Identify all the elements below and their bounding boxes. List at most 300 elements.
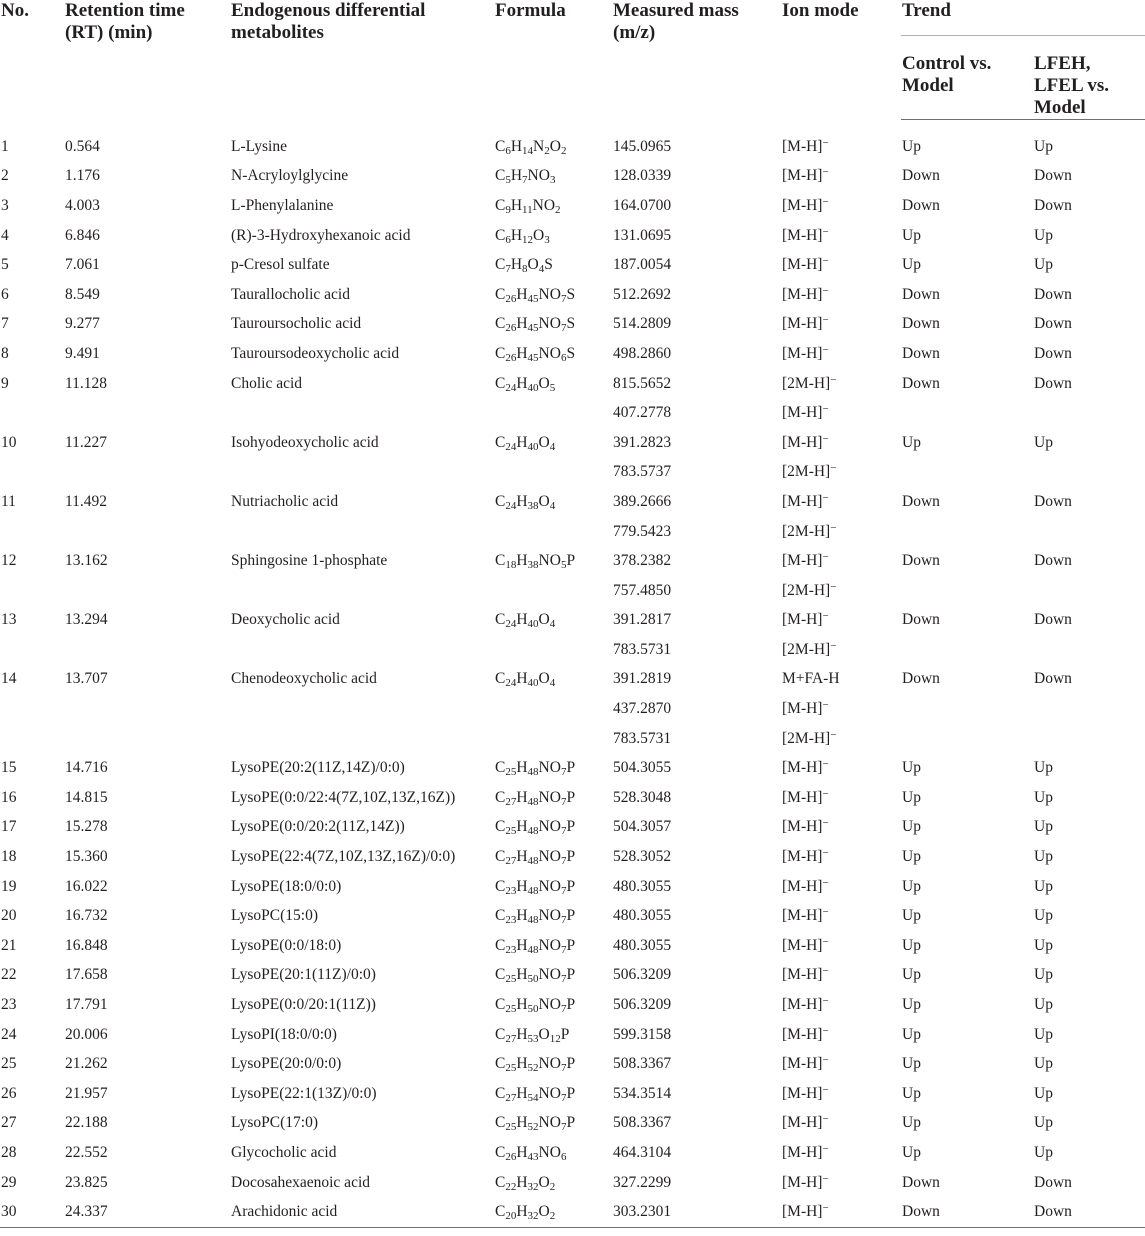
cell-measured-mass: 504.3055 [613,759,672,777]
formula-subscript: 2 [560,144,567,157]
cell-trend-control: Down [902,1173,940,1191]
cell-measured-mass: 783.5737 [613,463,672,481]
cell-ion-mode: [M-H]− [782,255,829,274]
table-row [0,694,1145,724]
cell-retention-time: 15.360 [65,848,108,866]
cell-formula: $C_{25}H_{52}NO_7P$ [495,1114,576,1134]
formula-subscript: 48 [527,825,539,838]
cell-measured-mass: 783.5731 [613,729,672,747]
cell-retention-time: 16.022 [65,877,108,895]
cell-retention-time [64,458,230,488]
formula-subscript: 43 [527,1150,539,1163]
formula-subscript: 7 [560,855,567,868]
formula-subscript: 48 [527,766,539,779]
formula-subscript: 12 [549,1032,561,1045]
cell-ion-mode: [M-H]− [782,551,829,570]
cell-retention-time: 9.277 [65,315,100,333]
cell-retention-time: 7.061 [65,256,100,274]
cell-trend-control: Up [902,818,921,836]
cell-measured-mass: 528.3048 [613,788,672,806]
cell-no [0,635,64,665]
cell-ion-mode: [2M-H]− [782,373,837,392]
cell-measured-mass: 480.3055 [613,907,672,925]
ion-charge-superscript: − [822,1172,829,1185]
table-row [0,724,1145,754]
cell-trend-control: Down [902,285,940,303]
cell-trend-lfe: Down [1034,552,1072,570]
cell-retention-time: 6.846 [65,226,100,244]
formula-subscript: 54 [527,1091,539,1104]
formula-subscript: 40 [527,677,539,690]
cell-trend-lfe [1033,635,1145,665]
table-body [0,120,1145,1228]
cell-metabolite: L-Phenylalanine [231,196,334,214]
cell-retention-time: 24.337 [64,1197,230,1227]
cell-trend-control: Up [902,256,921,274]
table-row [0,132,1145,162]
cell-metabolite: LysoPE(0:0/20:2(11Z,14Z)) [231,818,405,836]
cell-formula: $C_5H_7NO_3$ [495,167,556,187]
cell-ion-mode: [2M-H]− [782,462,837,481]
cell-ion-mode: [M-H]− [782,225,829,244]
cell-trend-lfe [1033,694,1145,724]
ion-charge-superscript: − [830,728,837,741]
cell-retention-time [64,635,230,665]
cell-measured-mass: 128.0339 [613,167,672,185]
cell-formula: $C_7H_8O_4S$ [495,256,553,276]
table-row [0,961,1145,991]
formula-subscript: 4 [538,263,545,276]
cell-formula: $C_{25}H_{50}NO_7P$ [495,966,576,986]
cell-formula: $C_{24}H_{40}O_4$ [495,611,556,631]
table-row [0,783,1145,813]
cell-ion-mode: M+FA-H [782,670,840,688]
cell-ion-mode: [2M-H]− [782,521,837,540]
cell-no: 21 [1,936,17,954]
ion-charge-superscript: − [822,610,829,623]
cell-trend-control: Down [902,552,940,570]
cell-no: 26 [1,1084,17,1102]
cell-retention-time: 16.848 [65,936,108,954]
cell-trend-lfe: Down [1034,167,1072,185]
formula-subscript: 26 [505,1150,517,1163]
formula-subscript: 7 [560,1091,567,1104]
cell-no: 12 [1,552,17,570]
cell-formula: $C_{23}H_{48}NO_7P$ [495,907,576,927]
table-row [0,191,1145,221]
cell-trend-control: Up [902,788,921,806]
cell-formula: $C_{27}H_{53}O_{12}P$ [495,1025,570,1045]
cell-retention-time [64,576,230,606]
table-row [0,310,1145,340]
ion-charge-superscript: − [822,787,829,800]
cell-metabolite: Arachidonic acid [230,1197,494,1227]
formula-subscript: 23 [505,914,517,927]
ion-charge-superscript: − [822,343,829,356]
cell-measured-mass: 464.3104 [613,1143,672,1161]
ion-charge-superscript: − [822,284,829,297]
cell-trend-control [901,635,1033,665]
cell-metabolite: LysoPE(22:1(13Z)/0:0) [231,1084,377,1102]
cell-measured-mass: 757.4850 [613,581,672,599]
header-trend-lfe: LFEH, LFEL vs. Model [1033,36,1145,120]
formula-subscript: 25 [505,1062,517,1075]
cell-trend-control: Up [902,433,921,451]
cell-ion-mode: [M-H]− [782,343,829,362]
cell-ion-mode: [M-H]− [782,995,829,1014]
cell-trend-control: Up [902,936,921,954]
formula-subscript: 7 [560,1121,567,1134]
cell-metabolite: LysoPC(15:0) [231,907,318,925]
formula-subscript: 27 [505,1032,517,1045]
cell-ion-mode: [M-H]− [782,314,829,333]
table-row [0,221,1145,251]
cell-ion-mode: [M-H]− [782,403,829,422]
cell-metabolite: Glycocholic acid [231,1143,337,1161]
cell-trend-lfe [1033,398,1145,428]
cell-retention-time: 17.791 [65,996,108,1014]
cell-retention-time: 16.732 [65,907,108,925]
ion-charge-superscript: − [830,580,837,593]
cell-ion-mode: [M-H]− [782,432,829,451]
cell-ion-mode: [M-H]− [782,817,829,836]
cell-formula: $C_{22}H_{32}O_2$ [495,1173,556,1193]
cell-trend-control [901,576,1033,606]
formula-subscript: 11 [522,203,533,216]
cell-no [0,724,64,754]
cell-retention-time: 0.564 [65,137,100,155]
cell-metabolite: LysoPE(0:0/22:4(7Z,10Z,13Z,16Z)) [231,788,456,806]
formula-subscript: 26 [505,292,517,305]
cell-trend-lfe: Up [1034,1084,1053,1102]
cell-measured-mass: 480.3055 [613,936,672,954]
cell-measured-mass: 389.2666 [613,492,672,510]
cell-trend-lfe: Up [1034,877,1053,895]
formula-subscript: 2 [544,144,550,157]
cell-no: 15 [1,759,17,777]
formula-subscript: 25 [505,1003,517,1016]
cell-trend-lfe: Down [1034,344,1072,362]
cell-trend-control: Down [902,196,940,214]
cell-no: 19 [1,877,17,895]
cell-measured-mass: 480.3055 [613,877,672,895]
cell-formula [494,517,612,547]
ion-charge-superscript: − [822,195,829,208]
formula-subscript: 2 [555,203,561,216]
header-no: No. [1,0,29,21]
cell-trend-lfe: Down [1034,315,1072,333]
cell-trend-control: Up [902,848,921,866]
cell-trend-lfe: Up [1034,1143,1053,1161]
formula-subscript: 9 [505,203,511,216]
cell-ion-mode: [M-H]− [782,847,829,866]
cell-trend-control: Up [902,1143,921,1161]
cell-retention-time: 11.128 [65,374,108,392]
cell-trend-lfe: Down [1033,1197,1145,1227]
cell-ion-mode: [2M-H]− [782,728,837,747]
cell-no: 24 [1,1025,17,1043]
cell-trend-control: Up [902,1025,921,1043]
formula-subscript: 7 [560,825,567,838]
cell-trend-lfe: Down [1034,285,1072,303]
formula-subscript: 7 [560,973,567,986]
cell-trend-control [901,694,1033,724]
cell-ion-mode: [M-H]− [782,491,829,510]
cell-trend-control: Down [902,492,940,510]
cell-metabolite: p-Cresol sulfate [231,256,330,274]
cell-ion-mode: [M-H]− [782,906,829,925]
ion-charge-superscript: − [822,817,829,830]
cell-ion-mode: [M-H]− [781,1197,901,1227]
cell-ion-mode: [2M-H]− [782,580,837,599]
ion-charge-superscript: − [822,255,829,268]
cell-metabolite: Tauroursocholic acid [231,315,362,333]
cell-ion-mode: [M-H]− [782,1172,829,1191]
formula-subscript: 14 [522,144,534,157]
header-trend: Trend [901,0,1145,36]
cell-formula: $C_{25}H_{52}NO_7P$ [495,1055,576,1075]
formula-subscript: 7 [560,766,567,779]
cell-metabolite: Cholic acid [231,374,303,392]
formula-subscript: 23 [505,943,517,956]
formula-subscript: 22 [505,1180,517,1193]
ion-charge-superscript: − [830,639,837,652]
cell-formula [494,635,612,665]
cell-metabolite: Nutriacholic acid [231,492,339,510]
cell-formula [494,458,612,488]
cell-no: 5 [1,256,9,274]
formula-subscript: 7 [560,292,567,305]
cell-measured-mass: 407.2778 [613,404,672,422]
formula-subscript: 8 [522,263,528,276]
table-row [0,1109,1145,1139]
cell-trend-lfe: Down [1034,196,1072,214]
cell-formula [494,576,612,606]
formula-subscript: 5 [549,381,556,394]
cell-trend-lfe: Down [1034,492,1072,510]
formula-subscript: 50 [527,973,539,986]
cell-retention-time: 21.262 [65,1055,108,1073]
formula-subscript: 25 [505,825,517,838]
cell-ion-mode: [M-H]− [782,699,829,718]
ion-charge-superscript: − [822,699,829,712]
formula-subscript: 4 [549,677,556,690]
formula-subscript: 6 [560,351,567,364]
cell-trend-lfe [1033,724,1145,754]
cell-measured-mass: 783.5731 [613,640,672,658]
cell-trend-control: Up [902,226,921,244]
cell-trend-lfe [1033,576,1145,606]
cell-measured-mass: 391.2817 [613,611,672,629]
cell-ion-mode: [M-H]− [782,195,829,214]
cell-measured-mass: 187.0054 [613,256,672,274]
formula-subscript: 6 [505,144,511,157]
cell-measured-mass: 504.3057 [613,818,672,836]
ion-charge-superscript: − [822,1054,829,1067]
cell-no: 17 [1,818,17,836]
cell-no: 30 [0,1197,64,1227]
table-row [0,1049,1145,1079]
formula-subscript: 26 [505,351,517,364]
cell-retention-time [64,724,230,754]
ion-charge-superscript: − [822,876,829,889]
cell-metabolite: Tauroursodeoxycholic acid [231,344,400,362]
cell-trend-control: Up [902,137,921,155]
cell-metabolite: L-Lysine [231,137,287,155]
cell-formula: $C_{26}H_{45}NO_7S$ [495,315,576,335]
cell-ion-mode: [M-H]− [782,1024,829,1043]
cell-trend-control: Up [902,1114,921,1132]
formula-subscript: 2 [549,1210,556,1223]
cell-metabolite: Chenodeoxycholic acid [231,670,377,688]
cell-trend-lfe: Up [1034,907,1053,925]
cell-measured-mass: 164.0700 [613,196,672,214]
cell-metabolite: LysoPE(20:1(11Z)/0:0) [231,966,376,984]
formula-subscript: 7 [560,322,567,335]
cell-retention-time: 11.492 [65,492,108,510]
cell-no [0,576,64,606]
table-row [0,339,1145,369]
cell-formula: $C_{27}H_{54}NO_7P$ [495,1084,576,1104]
cell-trend-lfe [1033,517,1145,547]
cell-no: 1 [1,137,9,155]
formula-subscript: 52 [527,1121,539,1134]
cell-trend-lfe: Up [1034,848,1053,866]
ion-charge-superscript: − [822,1202,829,1215]
cell-measured-mass: 512.2692 [613,285,672,303]
ion-charge-superscript: − [822,847,829,860]
formula-subscript: 4 [549,440,556,453]
cell-trend-lfe: Up [1034,256,1053,274]
cell-formula: $C_{20}H_{32}O_2$ [494,1197,612,1227]
cell-formula: $C_{24}H_{38}O_4$ [495,492,556,512]
table-row [0,606,1145,636]
cell-measured-mass: 498.2860 [613,344,672,362]
cell-trend-lfe: Up [1034,1025,1053,1043]
cell-retention-time: 11.227 [65,433,108,451]
cell-trend-control: Down [902,611,940,629]
cell-formula: $C_{24}H_{40}O_4$ [495,433,556,453]
cell-trend-lfe: Down [1034,670,1072,688]
table-row [0,576,1145,606]
formula-subscript: 48 [527,943,539,956]
table-row [0,1138,1145,1168]
formula-subscript: 52 [527,1062,539,1075]
formula-subscript: 24 [505,618,517,631]
cell-no: 8 [1,344,9,362]
formula-subscript: 4 [549,499,556,512]
formula-subscript: 6 [560,1150,567,1163]
ion-charge-superscript: − [830,462,837,475]
cell-trend-lfe: Up [1034,818,1053,836]
formula-subscript: 7 [522,174,528,187]
cell-ion-mode: [M-H]− [782,1113,829,1132]
cell-trend-control: Up [902,1055,921,1073]
cell-trend-control: Down [901,1197,1033,1227]
ion-charge-superscript: − [822,166,829,179]
cell-ion-mode: [M-H]− [782,610,829,629]
cell-metabolite: LysoPE(0:0/18:0) [231,936,342,954]
cell-metabolite: LysoPC(17:0) [231,1114,318,1132]
table-row [0,1197,1145,1227]
cell-metabolite: Isohyodeoxycholic acid [231,433,379,451]
cell-measured-mass: 131.0695 [613,226,672,244]
cell-formula: $C_{25}H_{48}NO_7P$ [495,759,576,779]
ion-charge-superscript: − [822,551,829,564]
cell-measured-mass: 391.2819 [613,670,672,688]
table-row [0,546,1145,576]
cell-metabolite [230,458,494,488]
cell-measured-mass: 534.3514 [613,1084,672,1102]
formula-subscript: 6 [505,233,511,246]
header-metabolite: Endogenous differential metabolites [231,0,426,43]
formula-subscript: 50 [527,1003,539,1016]
cell-trend-lfe: Up [1034,137,1053,155]
cell-retention-time: 14.815 [65,788,108,806]
header-ion-mode: Ion mode [782,0,859,21]
formula-subscript: 24 [505,440,517,453]
cell-measured-mass: 506.3209 [613,966,672,984]
cell-no [0,458,64,488]
cell-formula [494,694,612,724]
cell-measured-mass: 506.3209 [613,996,672,1014]
cell-retention-time: 13.294 [65,611,108,629]
formula-subscript: 7 [560,914,567,927]
formula-subscript: 53 [527,1032,539,1045]
formula-subscript: 4 [549,618,556,631]
table-row [0,901,1145,931]
table-row [0,990,1145,1020]
cell-metabolite: Sphingosine 1-phosphate [231,552,388,570]
cell-measured-mass: 599.3158 [613,1025,672,1043]
formula-subscript: 48 [527,795,539,808]
cell-retention-time: 13.162 [65,552,108,570]
formula-subscript: 45 [527,351,539,364]
cell-metabolite: (R)-3-Hydroxyhexanoic acid [231,226,411,244]
cell-metabolite [230,724,494,754]
cell-trend-control: Up [902,907,921,925]
formula-subscript: 24 [505,499,517,512]
cell-no: 9 [1,374,9,392]
cell-no: 29 [1,1173,17,1191]
table-row [0,398,1145,428]
formula-subscript: 2 [549,1180,556,1193]
cell-metabolite: Taurallocholic acid [231,285,350,303]
cell-retention-time: 15.278 [65,818,108,836]
formula-subscript: 38 [527,499,539,512]
cell-ion-mode: [M-H]− [782,1083,829,1102]
table-row [0,635,1145,665]
formula-subscript: 27 [505,795,517,808]
cell-no: 10 [1,433,17,451]
cell-metabolite: LysoPI(18:0/0:0) [231,1025,337,1043]
formula-subscript: 24 [505,677,517,690]
cell-formula: $C_{24}H_{40}O_4$ [495,670,556,690]
cell-trend-control: Up [902,966,921,984]
ion-charge-superscript: − [822,1142,829,1155]
ion-charge-superscript: − [822,758,829,771]
cell-measured-mass: 815.5652 [613,374,672,392]
ion-charge-superscript: − [822,906,829,919]
cell-measured-mass: 437.2870 [613,700,672,718]
cell-measured-mass: 378.2382 [613,552,672,570]
ion-charge-superscript: − [822,1024,829,1037]
formula-subscript: 25 [505,1121,517,1134]
cell-no: 25 [1,1055,17,1073]
cell-metabolite: LysoPE(20:2(11Z,14Z)/0:0) [231,759,405,777]
cell-trend-lfe: Down [1034,1173,1072,1191]
cell-retention-time: 8.549 [65,285,100,303]
